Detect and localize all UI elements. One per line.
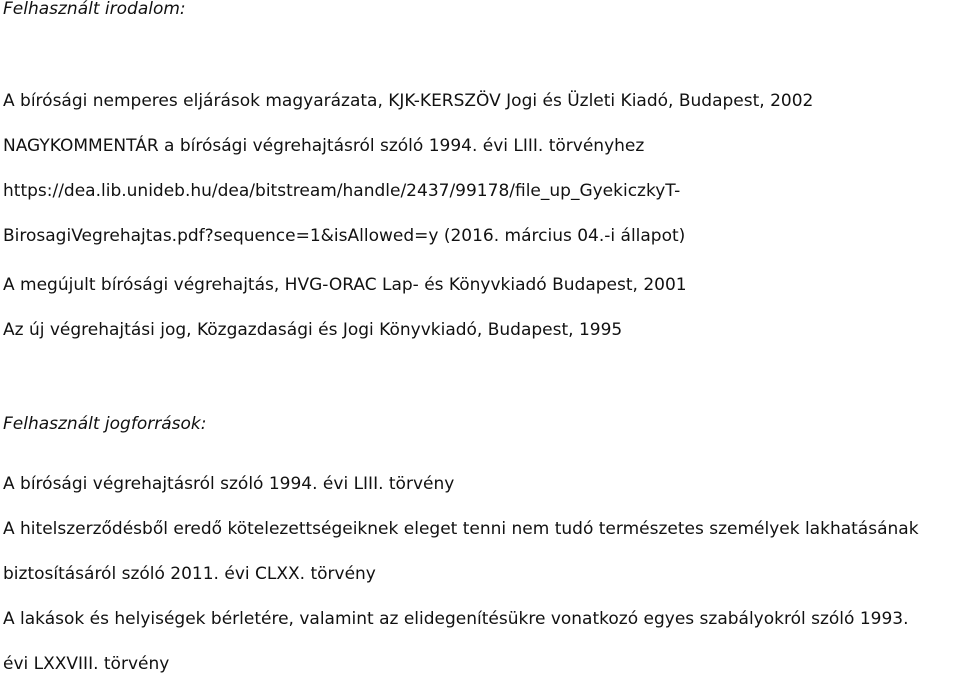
legal-source-line-1: A bírósági végrehajtásról szóló 1994. évi LIII. törvény [3,474,455,494]
literature-line-6: Az új végrehajtási jog, Közgazdasági és Jogi Könyvkiadó, Budapest, 1995 [3,320,623,340]
literature-heading: Felhasznált irodalom: [3,0,186,19]
literature-line-5: A megújult bírósági végrehajtás, HVG-ORAC Lap- és Könyvkiadó Budapest, 2001 [3,275,687,295]
literature-line-3[interactable]: https://dea.lib.unideb.hu/dea/bitstream/handle/2437/99178/file_up_GyekiczkyT- [3,181,681,201]
legal-source-line-4: A lakások és helyiségek bérletére, valamint az elidegenítésükre vonatkozó egyes szabályokról szóló 1993. [3,609,909,629]
legal-source-line-5: évi LXXVIII. törvény [3,654,170,674]
literature-line-1: A bírósági nemperes eljárások magyarázata, KJK-KERSZÖV Jogi és Üzleti Kiadó, Budapest, 2002 [3,91,814,111]
literature-line-4[interactable]: BirosagiVegrehajtas.pdf?sequence=1&isAllowed=y (2016. március 04.-i állapot) [3,226,686,246]
literature-line-2: NAGYKOMMENTÁR a bírósági végrehajtásról szóló 1994. évi LIII. törvényhez [3,136,645,156]
legal-sources-heading: Felhasznált jogforrások: [3,414,207,434]
legal-source-line-2: A hitelszerződésből eredő kötelezettségeiknek eleget tenni nem tudó természetes személyek lakhatásának [3,519,919,539]
legal-source-line-3: biztosításáról szóló 2011. évi CLXX. törvény [3,564,376,584]
